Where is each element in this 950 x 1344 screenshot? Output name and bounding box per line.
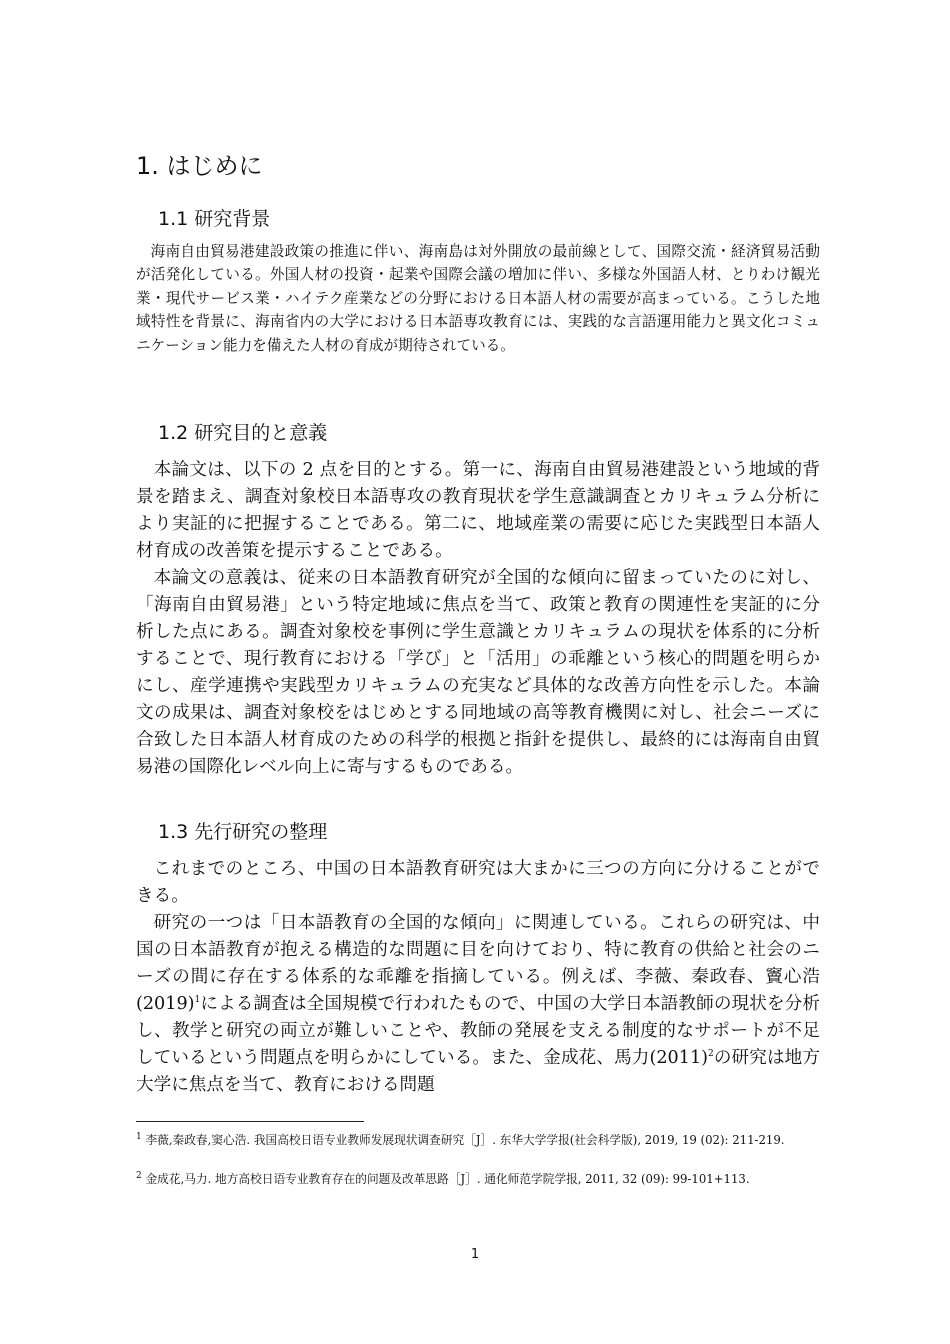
footnote-ref-1[interactable]: 1	[194, 995, 201, 1006]
footnote-text: 金成花,马力. 地方高校日语专业教育存在的问题及改革思路［J］. 通化师范学院学报, 2011, 32 (09): 99-101+113.	[145, 1172, 750, 1186]
prior-research-body	[136, 856, 820, 1099]
purpose-section-body	[136, 457, 820, 781]
subsection-heading-1-3: 1.3 先行研究の整理	[158, 821, 328, 843]
subsection-heading-1-2: 1.2 研究目的と意義	[158, 422, 328, 444]
section-title: 1. はじめに	[136, 152, 263, 180]
footnote-1	[136, 1131, 820, 1149]
footnote-mark: 2	[136, 1171, 142, 1182]
footnote-divider	[136, 1121, 364, 1122]
footnote-mark: 1	[136, 1132, 142, 1143]
paragraph-text: による調査は全国規模で行われたもので、中国の大学日本語教師の現状を分析し、教学と研究の両立が難しいことや、教師の発展を支える制度的なサポートが不足しているという問題点を明らかにしている。また、金成花、馬力(2011)	[136, 994, 820, 1068]
footnote-2	[136, 1170, 820, 1188]
paragraph-text: 研究の一つは「日本語教育の全国的な傾向」に関連している。これらの研究は、中国の日本語教育が抱える構造的な問題に目を向けており、特に教育の供給と社会のニーズの間に存在する体系的な乖離を指摘している。例えば、李薇、秦政春、竇心浩(2019)	[136, 913, 820, 1014]
purpose-paragraph: 本論文は、以下の 2 点を目的とする。第一に、海南自由貿易港建設という地域的背景を踏まえ、調査対象校日本語専攻の教育現状を学生意識調査とカリキュラム分析により実証的に把握することである。第二に、地域産業の需要に応じた実践型日本語人材育成の改善策を提示することである。	[136, 460, 820, 561]
footnote-ref-2[interactable]: 2	[708, 1049, 714, 1060]
significance-paragraph: 本論文の意義は、従来の日本語教育研究が全国的な傾向に留まっていたのに対し、「海南自由貿易港」という特定地域に焦点を当て、政策と教育の関連性を実証的に分析した点にある。調査対象校を事例に学生意識とカリキュラムの現状を体系的に分析することで、現行教育における「学び」と「活用」の乖離という核心的問題を明らかにし、産学連携や実践型カリキュラムの充実など具体的な改善方向性を示した。本論文の成果は、調査対象校をはじめとする同地域の高等教育機関に対し、社会ニーズに合致した日本語人材育成のための科学的根拠と指針を提供し、最終的には海南自由貿易港の国際化レベル向上に寄与するものである。	[136, 568, 820, 777]
prior-research-paragraph	[136, 910, 820, 1099]
background-paragraph	[136, 240, 820, 357]
paragraph-text: の研究は地方大学に焦点を当て、教育における問題	[136, 1048, 820, 1095]
page-number: 1	[470, 1247, 480, 1262]
subsection-heading-1-1: 1.1 研究背景	[158, 208, 271, 230]
paragraph-text: 海南自由貿易港建設政策の推進に伴い、海南島は対外開放の最前線として、国際交流・経済貿易活動が活発化している。外国人材の投資・起業や国際会議の増加に伴い、多様な外国語人材、とりわけ観光業・現代サービス業・ハイテク産業などの分野における日本語人材の需要が高まっている。こうした地域特性を背景に、海南省内の大学における日本語専攻教育には、実践的な言語運用能力と異文化コミュニケーション能力を備えた人材の育成が期待されている。	[136, 243, 820, 354]
prior-research-intro: これまでのところ、中国の日本語教育研究は大まかに三つの方向に分けることができる。	[136, 859, 820, 906]
footnote-text: 李薇,秦政春,窦心浩. 我国高校日语专业教师发展现状调查研究［J］. 东华大学学报(社会科学版), 2019, 19 (02): 211-219.	[145, 1133, 785, 1147]
